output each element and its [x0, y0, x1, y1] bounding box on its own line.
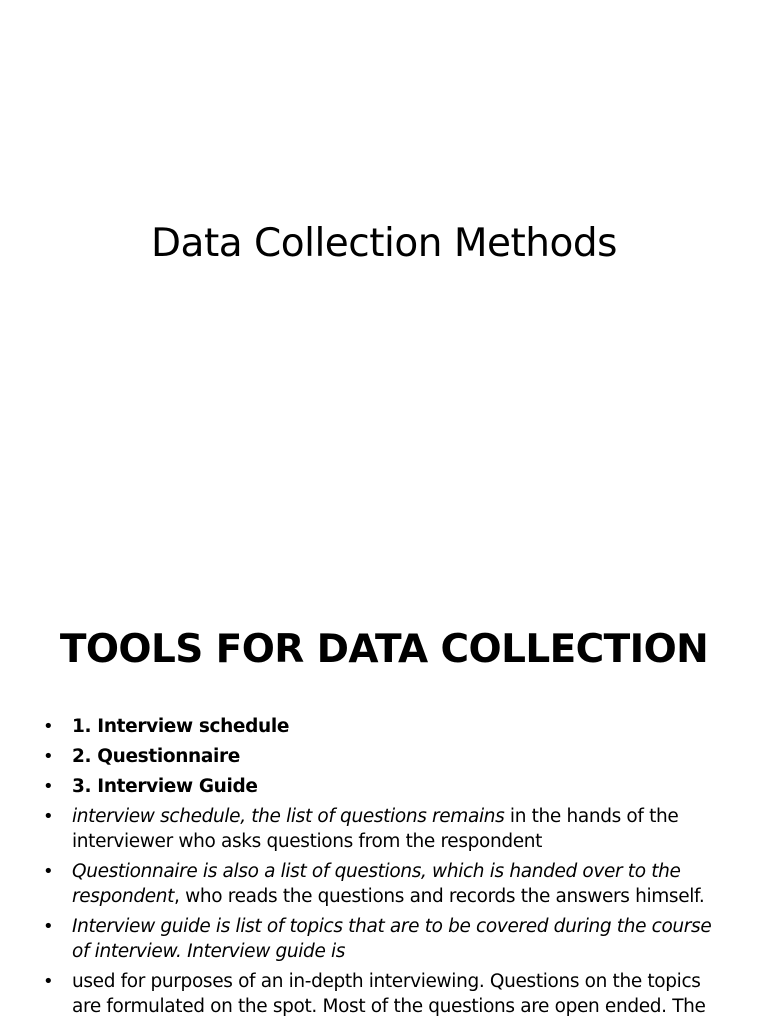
bullet-icon: •: [43, 776, 54, 797]
list-item: [0, 969, 768, 1019]
list-item: [0, 859, 768, 909]
bullet-text: used for purposes of an in-depth interviewing. Questions on the topics are formulated on the spot. Most of the questions are open ended. The: [72, 971, 706, 1017]
bullet-icon: •: [43, 916, 54, 937]
bullet-icon: •: [43, 861, 54, 882]
slide-heading: TOOLS FOR DATA COLLECTION: [59, 627, 709, 672]
list-item: [0, 714, 768, 739]
bullet-text-italic: Questionnaire is also a list of questions, which is handed over to the respondent: [72, 861, 681, 907]
list-item: [0, 744, 768, 769]
list-item: [0, 914, 768, 964]
slide-title: Data Collection Methods: [151, 221, 617, 266]
bullet-icon: •: [43, 746, 54, 767]
bullet-icon: •: [43, 806, 54, 827]
bullet-icon: •: [43, 971, 54, 992]
bullet-text-bold: 3. Interview Guide: [72, 776, 258, 797]
bullet-text-bold: 2. Questionnaire: [72, 746, 240, 767]
bullet-text-italic: Interview guide is list of topics that are to be covered during the course of interview. Interview guide is: [72, 916, 712, 962]
list-item: [0, 774, 768, 799]
bullet-text-bold: 1. Interview schedule: [72, 716, 290, 737]
bullet-list: [0, 714, 768, 1024]
bullet-icon: •: [43, 716, 54, 737]
list-item: [0, 804, 768, 854]
bullet-text: in the hands of the interviewer who asks questions from the respondent: [72, 806, 679, 852]
bullet-text-italic: interview schedule, the list of questions remains: [72, 806, 505, 827]
bullet-text: , who reads the questions and records the answers himself.: [174, 886, 705, 907]
